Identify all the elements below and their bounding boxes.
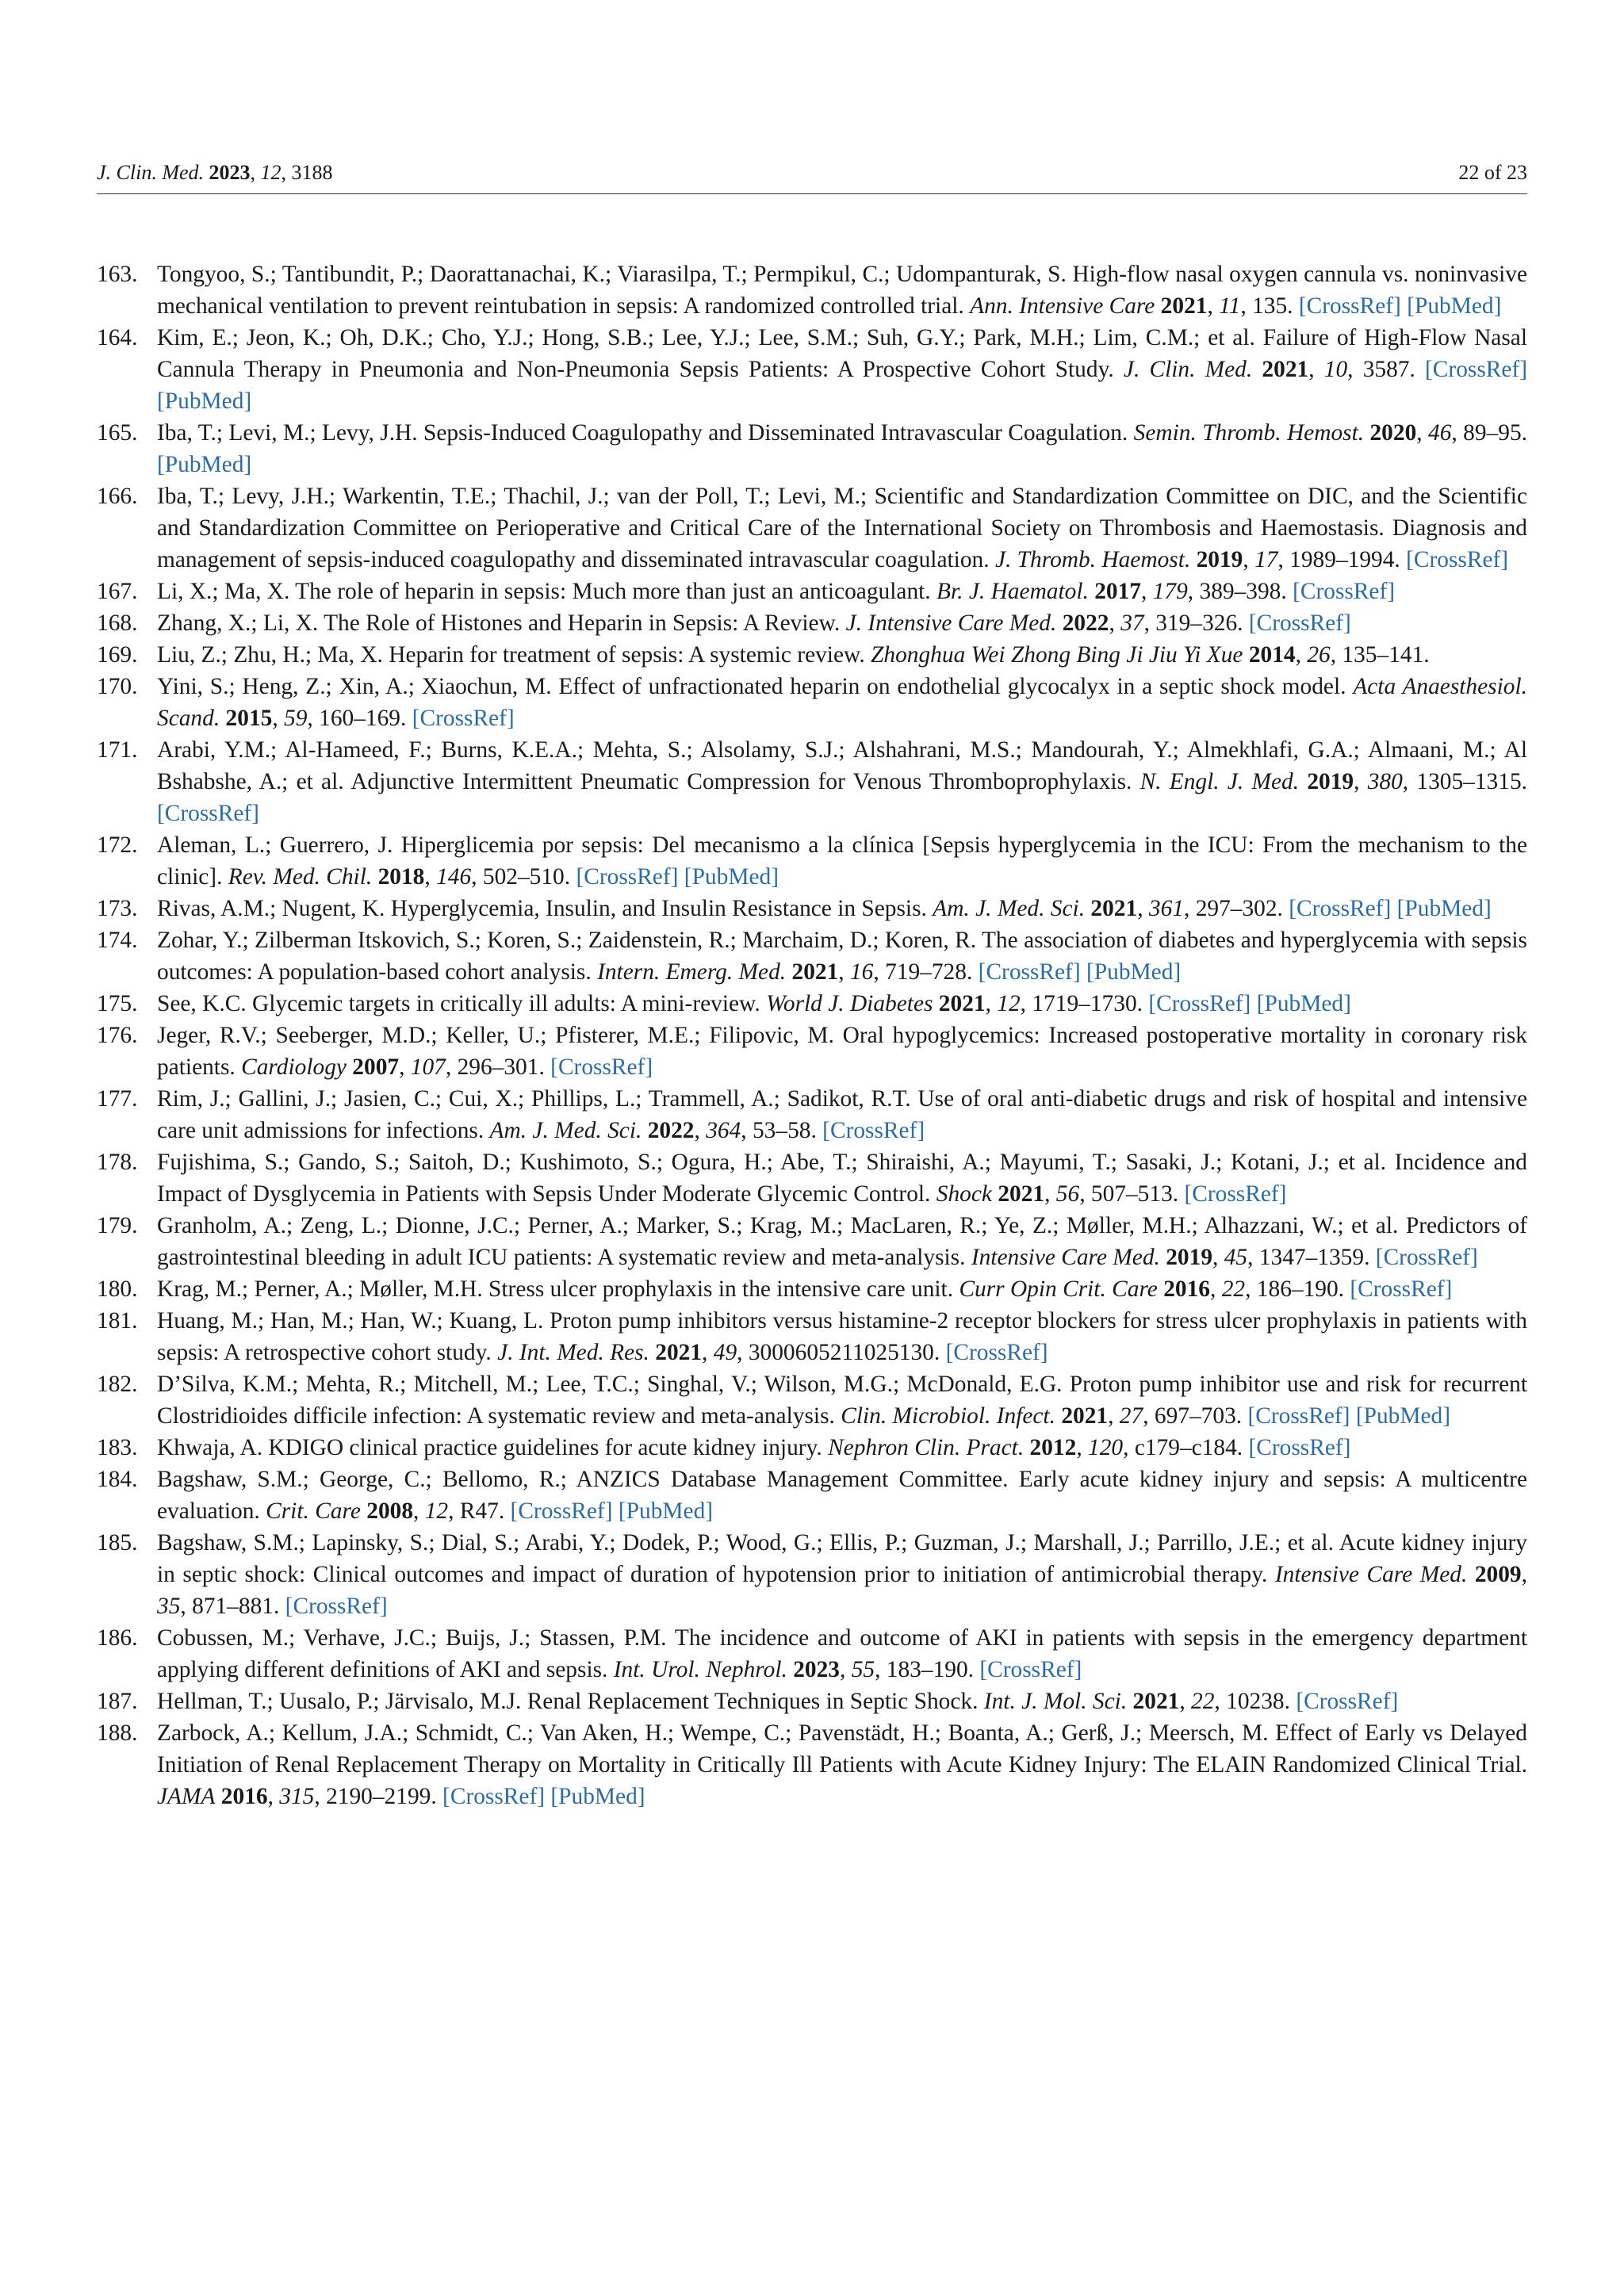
- reference-number: 186.: [97, 1625, 138, 1651]
- reference-year: 2019: [1166, 1245, 1213, 1270]
- reference-item: [97, 322, 1527, 417]
- reference-number: 182.: [97, 1372, 138, 1397]
- reference-text: Krag, M.; Perner, A.; Møller, M.H. Stress ulcer prophylaxis in the intensive care unit. Curr Opin Crit. Care 2016, 22, 186–190. [CrossRef]: [157, 1276, 1453, 1302]
- crossref-link[interactable]: [CrossRef]: [1289, 896, 1392, 921]
- reference-item: [97, 1527, 1527, 1622]
- reference-pages: 135–141.: [1342, 642, 1430, 668]
- reference-text: Bagshaw, S.M.; George, C.; Bellomo, R.; ANZICS Database Management Committee. Early acute kidney injury and sepsis: A multicentre evaluation. Crit. Care 2008, 12, R47. [CrossRef] [PubMed]: [157, 1467, 1527, 1524]
- reference-year: 2019: [1307, 769, 1354, 794]
- reference-authors-title: Arabi, Y.M.; Al-Hameed, F.; Burns, K.E.A.; Mehta, S.; Alsolamy, S.J.; Alshahrani, M.S.; Mandourah, Y.; Almekhlafi, G.A.; Almaani, M.; Al Bshabshe, A.; et al. Adjunctive Intermittent Pneumatic Compression for Venous Thromboprophylaxis.: [157, 737, 1527, 794]
- reference-number: 168.: [97, 610, 138, 636]
- reference-pages: 697–703.: [1154, 1403, 1243, 1429]
- crossref-link[interactable]: [CrossRef]: [550, 1054, 653, 1080]
- crossref-link[interactable]: [CrossRef]: [442, 1784, 546, 1809]
- reference-authors-title: Yini, S.; Heng, Z.; Xin, A.; Xiaochun, M. Effect of unfractionated heparin on endothelial glycocalyx in a septic shock model.: [157, 674, 1346, 699]
- reference-authors-title: Liu, Z.; Zhu, H.; Ma, X. Heparin for treatment of sepsis: A systemic review.: [157, 642, 865, 668]
- reference-journal: J. Clin. Med.: [1123, 357, 1253, 382]
- reference-journal: Intern. Emerg. Med.: [597, 959, 787, 985]
- reference-volume: 107: [410, 1054, 446, 1080]
- reference-item: [97, 829, 1527, 893]
- crossref-link[interactable]: [CrossRef]: [1293, 579, 1396, 604]
- reference-volume: 22: [1191, 1689, 1215, 1714]
- reference-list: [97, 258, 1527, 1812]
- reference-journal: Intensive Care Med.: [1274, 1562, 1468, 1587]
- reference-text: Zohar, Y.; Zilberman Itskovich, S.; Koren, S.; Zaidenstein, R.; Marchaim, D.; Koren, R. The association of diabetes and hyperglycemia with sepsis outcomes: A population-based cohort analysis. Intern. Emerg. Med. 2021, 16, 719–728. [CrossRef] [PubMed]: [157, 928, 1527, 985]
- reference-journal: Clin. Microbiol. Infect.: [841, 1403, 1055, 1429]
- reference-pages: R47.: [459, 1498, 505, 1524]
- reference-authors-title: Krag, M.; Perner, A.; Møller, M.H. Stress ulcer prophylaxis in the intensive care unit.: [157, 1276, 954, 1302]
- reference-number: 183.: [97, 1435, 138, 1460]
- reference-volume: 56: [1055, 1181, 1080, 1207]
- reference-year: 2023: [793, 1657, 840, 1682]
- header-volume: 12: [260, 161, 282, 184]
- reference-volume: 12: [997, 991, 1021, 1016]
- reference-year: 2014: [1248, 642, 1296, 668]
- crossref-link[interactable]: [CrossRef]: [1406, 547, 1509, 572]
- crossref-link[interactable]: [CrossRef]: [979, 1657, 1082, 1682]
- reference-text: Jeger, R.V.; Seeberger, M.D.; Keller, U.; Pfisterer, M.E.; Filipovic, M. Oral hypoglycemics: Increased postoperative mortality in coronary risk patients. Cardiology 2007, 107, 296–301. [CrossRef]: [157, 1023, 1527, 1080]
- reference-pages: 135.: [1252, 293, 1293, 319]
- reference-pages: 160–169.: [319, 706, 407, 731]
- reference-number: 178.: [97, 1150, 138, 1175]
- header-year: 2023: [209, 161, 251, 184]
- crossref-link[interactable]: [CrossRef]: [1425, 357, 1527, 382]
- reference-pages: 871–881.: [192, 1594, 280, 1619]
- reference-authors-title: Hellman, T.; Uusalo, P.; Järvisalo, M.J. Renal Replacement Techniques in Septic Shock.: [157, 1689, 979, 1714]
- crossref-link[interactable]: [CrossRef]: [1247, 1403, 1350, 1429]
- reference-text: Khwaja, A. KDIGO clinical practice guidelines for acute kidney injury. Nephron Clin. Pract. 2012, 120, c179–c184. [CrossRef]: [157, 1435, 1351, 1460]
- reference-text: Yini, S.; Heng, Z.; Xin, A.; Xiaochun, M. Effect of unfractionated heparin on endothelial glycocalyx in a septic shock model. Acta Anaesthesiol. Scand. 2015, 59, 160–169. [CrossRef]: [157, 674, 1527, 731]
- reference-pages: 719–728.: [885, 959, 973, 985]
- reference-text: Zhang, X.; Li, X. The Role of Histones and Heparin in Sepsis: A Review. J. Intensive Care Med. 2022, 37, 319–326. [CrossRef]: [157, 610, 1351, 636]
- reference-year: 2021: [1262, 357, 1309, 382]
- crossref-link[interactable]: [CrossRef]: [822, 1118, 925, 1143]
- reference-pages: 507–513.: [1090, 1181, 1179, 1207]
- reference-volume: 315: [279, 1784, 315, 1809]
- pubmed-link[interactable]: [PubMed]: [684, 864, 779, 890]
- reference-authors-title: D’Silva, K.M.; Mehta, R.; Mitchell, M.; Lee, T.C.; Singhal, V.; Wilson, M.G.; McDonald, E.G. Proton pump inhibitor use and risk for recurrent Clostridioides difficile infection: A systematic review and meta-analysis.: [157, 1372, 1527, 1429]
- pubmed-link[interactable]: [PubMed]: [157, 452, 252, 477]
- reference-year: 2012: [1029, 1435, 1077, 1460]
- reference-pages: 1347–1359.: [1258, 1245, 1370, 1270]
- reference-journal: Rev. Med. Chil.: [228, 864, 373, 890]
- reference-authors-title: Aleman, L.; Guerrero, J. Hiperglicemia por sepsis: Del mecanismo a la clínica [Sepsis hyperglycemia in the ICU: From the mechanism to the clinic].: [157, 832, 1527, 890]
- reference-journal: World J. Diabetes: [766, 991, 933, 1016]
- reference-item: [97, 1368, 1527, 1432]
- reference-year: 2019: [1196, 547, 1243, 572]
- reference-authors-title: See, K.C. Glycemic targets in critically ill adults: A mini-review.: [157, 991, 760, 1016]
- reference-journal: Nephron Clin. Pract.: [828, 1435, 1025, 1460]
- reference-text: Cobussen, M.; Verhave, J.C.; Buijs, J.; Stassen, P.M. The incidence and outcome of AKI in patients with sepsis in the emergency department applying different definitions of AKI and sepsis. Int. Urol. Nephrol. 2023, 55, 183–190. [CrossRef]: [157, 1625, 1527, 1682]
- reference-item: [97, 607, 1527, 639]
- reference-item: [97, 480, 1527, 576]
- reference-journal: Shock: [936, 1181, 992, 1207]
- reference-volume: 35: [157, 1594, 181, 1619]
- reference-item: [97, 1464, 1527, 1527]
- reference-year: 2021: [1090, 896, 1138, 921]
- reference-volume: 364: [706, 1118, 741, 1143]
- reference-journal: J. Int. Med. Res.: [497, 1340, 649, 1365]
- reference-year: 2021: [998, 1181, 1045, 1207]
- reference-number: 187.: [97, 1689, 138, 1714]
- header-rule: [97, 193, 1527, 194]
- reference-number: 176.: [97, 1023, 138, 1048]
- reference-number: 172.: [97, 832, 138, 858]
- crossref-link[interactable]: [CrossRef]: [1298, 293, 1401, 319]
- reference-item: [97, 1622, 1527, 1686]
- reference-pages: 3587.: [1362, 357, 1415, 382]
- reference-journal: N. Engl. J. Med.: [1139, 769, 1300, 794]
- reference-journal: Cardiology: [241, 1054, 347, 1080]
- reference-authors-title: Zarbock, A.; Kellum, J.A.; Schmidt, C.; Van Aken, H.; Wempe, C.; Pavenstädt, H.; Boanta, A.; Gerß, J.; Meersch, M. Effect of Early vs Delayed Initiation of Renal Replacement Therapy on Mortality in Critically Ill Patients with Acute Kidney Injury: The ELAIN Randomized Clinical Trial.: [157, 1720, 1527, 1777]
- pubmed-link[interactable]: [PubMed]: [1086, 959, 1182, 985]
- reference-volume: 12: [424, 1498, 449, 1524]
- crossref-link[interactable]: [CrossRef]: [1248, 1435, 1351, 1460]
- reference-volume: 27: [1119, 1403, 1143, 1429]
- reference-text: Liu, Z.; Zhu, H.; Ma, X. Heparin for treatment of sepsis: A systemic review. Zhonghua Wei Zhong Bing Ji Jiu Yi Xue 2014, 26, 135–141.: [157, 642, 1430, 668]
- crossref-link[interactable]: [CrossRef]: [1296, 1689, 1399, 1714]
- reference-authors-title: Rim, J.; Gallini, J.; Jasien, C.; Cui, X.; Phillips, L.; Trammell, A.; Sadikot, R.T. Use of oral anti-diabetic drugs and risk of hospital and intensive care unit admissions for infections.: [157, 1086, 1527, 1143]
- page-number: 22 of 23: [1458, 161, 1527, 184]
- reference-authors-title: Jeger, R.V.; Seeberger, M.D.; Keller, U.; Pfisterer, M.E.; Filipovic, M. Oral hypoglycemics: Increased postoperative mortality in coronary risk patients.: [157, 1023, 1527, 1080]
- reference-number: 181.: [97, 1308, 138, 1334]
- reference-journal: Intensive Care Med.: [971, 1245, 1160, 1270]
- reference-item: [97, 924, 1527, 988]
- reference-text: Iba, T.; Levy, J.H.; Warkentin, T.E.; Thachil, J.; van der Poll, T.; Levi, M.; Scientific and Standardization Committee on DIC, and the Scientific and Standardization Committee on Perioperative and Critical Care of the International Society on Thrombosis and Haemostasis. Diagnosis and management of sepsis-induced coagulopathy and disseminated intravascular coagulation. J. Thromb. Haemost. 2019, 17, 1989–1994. [CrossRef]: [157, 484, 1527, 572]
- running-header: [97, 155, 1527, 190]
- reference-item: [97, 1020, 1527, 1083]
- reference-authors-title: Fujishima, S.; Gando, S.; Saitoh, D.; Kushimoto, S.; Ogura, H.; Abe, T.; Shiraishi, A.; Mayumi, T.; Sasaki, J.; Kotani, J.; et al. Incidence and Impact of Dysglycemia in Patients with Sepsis Under Moderate Glycemic Control.: [157, 1150, 1527, 1207]
- reference-volume: 45: [1224, 1245, 1248, 1270]
- reference-item: [97, 1686, 1527, 1717]
- reference-journal: Am. J. Med. Sci.: [933, 896, 1086, 921]
- pubmed-link[interactable]: [PubMed]: [550, 1784, 645, 1809]
- reference-pages: c179–c184.: [1134, 1435, 1243, 1460]
- reference-pages: 1305–1315.: [1416, 769, 1527, 794]
- reference-authors-title: Kim, E.; Jeon, K.; Oh, D.K.; Cho, Y.J.; Hong, S.B.; Lee, Y.J.; Lee, S.M.; Suh, G.Y.; Park, M.H.; Lim, C.M.; et al. Failure of High-Flow Nasal Cannula Therapy in Pneumonia and Non-Pneumonia Sepsis Patients: A Prospective Cohort Study.: [157, 325, 1527, 382]
- reference-authors-title: Zhang, X.; Li, X. The Role of Histones and Heparin in Sepsis: A Review.: [157, 610, 841, 636]
- reference-volume: 146: [436, 864, 472, 890]
- reference-pages: 1989–1994.: [1289, 547, 1400, 572]
- reference-year: 2016: [1163, 1276, 1210, 1302]
- reference-journal: Semin. Thromb. Hemost.: [1133, 420, 1365, 446]
- reference-authors-title: Khwaja, A. KDIGO clinical practice guidelines for acute kidney injury.: [157, 1435, 822, 1460]
- reference-journal: Curr Opin Crit. Care: [959, 1276, 1158, 1302]
- reference-text: Arabi, Y.M.; Al-Hameed, F.; Burns, K.E.A.; Mehta, S.; Alsolamy, S.J.; Alshahrani, M.S.; Mandourah, Y.; Almekhlafi, G.A.; Almaani, M.; Al Bshabshe, A.; et al. Adjunctive Intermittent Pneumatic Compression for Venous Thromboprophylaxis. N. Engl. J. Med. 2019, 380, 1305–1315. [CrossRef]: [157, 737, 1527, 826]
- reference-year: 2015: [225, 706, 273, 731]
- crossref-link[interactable]: [CrossRef]: [945, 1340, 1048, 1365]
- reference-authors-title: Tongyoo, S.; Tantibundit, P.; Daorattanachai, K.; Viarasilpa, T.; Permpikul, C.; Udompanturak, S. High-flow nasal oxygen cannula vs. noninvasive mechanical ventilation to prevent reintubation in sepsis: A randomized controlled trial.: [157, 262, 1527, 319]
- header-article: 3188: [291, 161, 333, 184]
- reference-number: 165.: [97, 420, 138, 446]
- reference-text: Fujishima, S.; Gando, S.; Saitoh, D.; Kushimoto, S.; Ogura, H.; Abe, T.; Shiraishi, A.; Mayumi, T.; Sasaki, J.; Kotani, J.; et al. Incidence and Impact of Dysglycemia in Patients with Sepsis Under Moderate Glycemic Control. Shock 2021, 56, 507–513. [CrossRef]: [157, 1150, 1527, 1207]
- reference-number: 180.: [97, 1276, 138, 1302]
- reference-number: 166.: [97, 484, 138, 509]
- reference-text: Kim, E.; Jeon, K.; Oh, D.K.; Cho, Y.J.; Hong, S.B.; Lee, Y.J.; Lee, S.M.; Suh, G.Y.; Park, M.H.; Lim, C.M.; et al. Failure of High-Flow Nasal Cannula Therapy in Pneumonia and Non-Pneumonia Sepsis Patients: A Prospective Cohort Study. J. Clin. Med. 2021, 10, 3587. [CrossRef] [PubMed]: [157, 325, 1527, 414]
- reference-item: [97, 1432, 1527, 1464]
- crossref-link[interactable]: [CrossRef]: [576, 864, 679, 890]
- reference-number: 171.: [97, 737, 138, 763]
- reference-pages: 183–190.: [886, 1657, 974, 1682]
- reference-number: 179.: [97, 1213, 138, 1238]
- reference-item: [97, 1146, 1527, 1210]
- reference-pages: 186–190.: [1256, 1276, 1345, 1302]
- reference-item: [97, 1210, 1527, 1273]
- reference-text: Bagshaw, S.M.; Lapinsky, S.; Dial, S.; Arabi, Y.; Dodek, P.; Wood, G.; Ellis, P.; Guzman, J.; Marshall, J.; Parrillo, J.E.; et al. Acute kidney injury in septic shock: Clinical outcomes and impact of duration of hypotension prior to initiation of antimicrobial therapy. Intensive Care Med. 2009, 35, 871–881. [CrossRef]: [157, 1530, 1527, 1619]
- reference-text: Hellman, T.; Uusalo, P.; Järvisalo, M.J. Renal Replacement Techniques in Septic Shock. Int. J. Mol. Sci. 2021, 22, 10238. [CrossRef]: [157, 1689, 1399, 1714]
- reference-number: 169.: [97, 642, 138, 668]
- reference-journal: Crit. Care: [266, 1498, 361, 1524]
- reference-number: 185.: [97, 1530, 138, 1556]
- reference-year: 2007: [352, 1054, 400, 1080]
- reference-pages: 1719–1730.: [1032, 991, 1143, 1016]
- reference-year: 2009: [1474, 1562, 1522, 1587]
- reference-journal: J. Thromb. Haemost.: [994, 547, 1191, 572]
- reference-volume: 37: [1120, 610, 1144, 636]
- reference-journal: Int. J. Mol. Sci.: [983, 1689, 1128, 1714]
- reference-pages: 3000605211025130.: [748, 1340, 940, 1365]
- reference-pages: 89–95.: [1463, 420, 1527, 446]
- crossref-link[interactable]: [CrossRef]: [412, 706, 515, 731]
- reference-number: 174.: [97, 928, 138, 953]
- pubmed-link[interactable]: [PubMed]: [618, 1498, 714, 1524]
- reference-year: 2021: [1132, 1689, 1180, 1714]
- reference-journal: J. Intensive Care Med.: [845, 610, 1057, 636]
- crossref-link[interactable]: [CrossRef]: [978, 959, 1081, 985]
- reference-journal: Int. Urol. Nephrol.: [613, 1657, 787, 1682]
- reference-pages: 53–58.: [752, 1118, 817, 1143]
- reference-volume: 179: [1152, 579, 1188, 604]
- reference-text: Li, X.; Ma, X. The role of heparin in sepsis: Much more than just an anticoagulant. Br. J. Haematol. 2017, 179, 389–398. [CrossRef]: [157, 579, 1396, 604]
- reference-text: See, K.C. Glycemic targets in critically ill adults: A mini-review. World J. Diabetes 2021, 12, 1719–1730. [CrossRef] [PubMed]: [157, 991, 1351, 1016]
- reference-number: 177.: [97, 1086, 138, 1112]
- reference-volume: 10: [1323, 357, 1348, 382]
- crossref-link[interactable]: [CrossRef]: [157, 801, 259, 826]
- reference-pages: 389–398.: [1199, 579, 1287, 604]
- crossref-link[interactable]: [CrossRef]: [285, 1594, 388, 1619]
- reference-volume: 55: [851, 1657, 875, 1682]
- reference-item: [97, 893, 1527, 924]
- reference-item: [97, 1273, 1527, 1305]
- crossref-link[interactable]: [CrossRef]: [1350, 1276, 1453, 1302]
- reference-item: [97, 988, 1527, 1020]
- reference-year: 2020: [1369, 420, 1417, 446]
- reference-number: 163.: [97, 262, 138, 287]
- reference-journal: JAMA: [157, 1784, 216, 1809]
- reference-item: [97, 1083, 1527, 1146]
- reference-year: 2021: [1061, 1403, 1109, 1429]
- reference-number: 184.: [97, 1467, 138, 1492]
- reference-pages: 297–302.: [1195, 896, 1283, 921]
- pubmed-link[interactable]: [PubMed]: [1407, 293, 1502, 319]
- crossref-link[interactable]: [CrossRef]: [1375, 1245, 1478, 1270]
- reference-pages: 10238.: [1226, 1689, 1290, 1714]
- reference-pages: 319–326.: [1155, 610, 1243, 636]
- reference-number: 188.: [97, 1720, 138, 1746]
- reference-journal: Am. J. Med. Sci.: [489, 1118, 642, 1143]
- reference-year: 2022: [647, 1118, 695, 1143]
- reference-authors-title: Rivas, A.M.; Nugent, K. Hyperglycemia, Insulin, and Insulin Resistance in Sepsis.: [157, 896, 927, 921]
- pubmed-link[interactable]: [PubMed]: [1256, 991, 1351, 1016]
- reference-number: 164.: [97, 325, 138, 350]
- reference-text: D’Silva, K.M.; Mehta, R.; Mitchell, M.; Lee, T.C.; Singhal, V.; Wilson, M.G.; McDonald, E.G. Proton pump inhibitor use and risk for recurrent Clostridioides difficile infection: A systematic review and meta-analysis. Clin. Microbiol. Infect. 2021, 27, 697–703. [CrossRef] [PubMed]: [157, 1372, 1527, 1429]
- pubmed-link[interactable]: [PubMed]: [1396, 896, 1492, 921]
- pubmed-link[interactable]: [PubMed]: [1355, 1403, 1450, 1429]
- pubmed-link[interactable]: [PubMed]: [157, 388, 252, 414]
- reference-authors-title: Li, X.; Ma, X. The role of heparin in sepsis: Much more than just an anticoagulant.: [157, 579, 931, 604]
- reference-pages: 502–510.: [482, 864, 571, 890]
- reference-volume: 26: [1307, 642, 1331, 668]
- reference-volume: 11: [1219, 293, 1241, 319]
- header-journal: J. Clin. Med.: [97, 161, 205, 184]
- reference-item: [97, 734, 1527, 829]
- reference-item: [97, 1305, 1527, 1368]
- reference-year: 2008: [366, 1498, 414, 1524]
- reference-year: 2018: [377, 864, 425, 890]
- reference-pages: 2190–2199.: [326, 1784, 437, 1809]
- reference-year: 2021: [791, 959, 839, 985]
- reference-item: [97, 576, 1527, 607]
- reference-year: 2016: [220, 1784, 268, 1809]
- reference-authors-title: Granholm, A.; Zeng, L.; Dionne, J.C.; Perner, A.; Marker, S.; Krag, M.; MacLaren, R.; Ye, Z.; Møller, M.H.; Alhazzani, W.; et al. Predictors of gastrointestinal bleeding in adult ICU patients: A systematic review and meta-analysis.: [157, 1213, 1527, 1270]
- reference-journal: Br. J. Haematol.: [936, 579, 1089, 604]
- crossref-link[interactable]: [CrossRef]: [1148, 991, 1251, 1016]
- crossref-link[interactable]: [CrossRef]: [1184, 1181, 1287, 1207]
- reference-journal: Zhonghua Wei Zhong Bing Ji Jiu Yi Xue: [871, 642, 1243, 668]
- reference-text: Zarbock, A.; Kellum, J.A.; Schmidt, C.; Van Aken, H.; Wempe, C.; Pavenstädt, H.; Boanta, A.; Gerß, J.; Meersch, M. Effect of Early vs Delayed Initiation of Renal Replacement Therapy on Mortality in Critically Ill Patients with Acute Kidney Injury: The ELAIN Randomized Clinical Trial. JAMA 2016, 315, 2190–2199. [CrossRef] [PubMed]: [157, 1720, 1527, 1809]
- reference-item: [97, 671, 1527, 734]
- reference-volume: 16: [849, 959, 874, 985]
- reference-number: 167.: [97, 579, 138, 604]
- reference-year: 2022: [1062, 610, 1109, 636]
- reference-text: Tongyoo, S.; Tantibundit, P.; Daorattanachai, K.; Viarasilpa, T.; Permpikul, C.; Udompanturak, S. High-flow nasal oxygen cannula vs. noninvasive mechanical ventilation to prevent reintubation in sepsis: A randomized controlled trial. Ann. Intensive Care 2021, 11, 135. [CrossRef] [PubMed]: [157, 262, 1527, 319]
- reference-item: [97, 258, 1527, 322]
- reference-text: Aleman, L.; Guerrero, J. Hiperglicemia por sepsis: Del mecanismo a la clínica [Sepsis hyperglycemia in the ICU: From the mechanism to the clinic]. Rev. Med. Chil. 2018, 146, 502–510. [CrossRef] [PubMed]: [157, 832, 1527, 890]
- reference-authors-title: Iba, T.; Levy, J.H.; Warkentin, T.E.; Thachil, J.; van der Poll, T.; Levi, M.; Scientific and Standardization Committee on DIC, and the Scientific and Standardization Committee on Perioperative and Critical Care of the International Society on Thrombosis and Haemostasis. Diagnosis and management of sepsis-induced coagulopathy and disseminated intravascular coagulation.: [157, 484, 1527, 572]
- reference-text: Rivas, A.M.; Nugent, K. Hyperglycemia, Insulin, and Insulin Resistance in Sepsis. Am. J. Med. Sci. 2021, 361, 297–302. [CrossRef] [PubMed]: [157, 896, 1492, 921]
- reference-authors-title: Zohar, Y.; Zilberman Itskovich, S.; Koren, S.; Zaidenstein, R.; Marchaim, D.; Koren, R. The association of diabetes and hyperglycemia with sepsis outcomes: A population-based cohort analysis.: [157, 928, 1527, 985]
- reference-volume: 22: [1221, 1276, 1246, 1302]
- reference-pages: 296–301.: [457, 1054, 545, 1080]
- reference-text: Rim, J.; Gallini, J.; Jasien, C.; Cui, X.; Phillips, L.; Trammell, A.; Sadikot, R.T. Use of oral anti-diabetic drugs and risk of hospital and intensive care unit admissions for infections. Am. J. Med. Sci. 2022, 364, 53–58. [CrossRef]: [157, 1086, 1527, 1143]
- reference-journal: Acta Anaesthesiol. Scand.: [157, 674, 1527, 731]
- header-citation: J. Clin. Med. 2023, 12, 3188: [97, 161, 333, 184]
- reference-year: 2021: [1160, 293, 1208, 319]
- reference-authors-title: Bagshaw, S.M.; Lapinsky, S.; Dial, S.; Arabi, Y.; Dodek, P.; Wood, G.; Ellis, P.; Guzman, J.; Marshall, J.; Parrillo, J.E.; et al. Acute kidney injury in septic shock: Clinical outcomes and impact of duration of hypotension prior to initiation of antimicrobial therapy.: [157, 1530, 1527, 1587]
- reference-volume: 380: [1367, 769, 1403, 794]
- reference-volume: 17: [1254, 547, 1278, 572]
- reference-volume: 361: [1148, 896, 1184, 921]
- reference-journal: Ann. Intensive Care: [970, 293, 1155, 319]
- reference-year: 2021: [938, 991, 986, 1016]
- reference-authors-title: Cobussen, M.; Verhave, J.C.; Buijs, J.; Stassen, P.M. The incidence and outcome of AKI in patients with sepsis in the emergency department applying different definitions of AKI and sepsis.: [157, 1625, 1527, 1682]
- reference-text: Huang, M.; Han, M.; Han, W.; Kuang, L. Proton pump inhibitors versus histamine-2 receptor blockers for stress ulcer prophylaxis in patients with sepsis: A retrospective cohort study. J. Int. Med. Res. 2021, 49, 3000605211025130. [CrossRef]: [157, 1308, 1527, 1365]
- reference-volume: 120: [1088, 1435, 1124, 1460]
- reference-volume: 46: [1428, 420, 1452, 446]
- reference-text: Iba, T.; Levi, M.; Levy, J.H. Sepsis-Induced Coagulopathy and Disseminated Intravascular Coagulation. Semin. Thromb. Hemost. 2020, 46, 89–95. [PubMed]: [157, 420, 1527, 477]
- reference-number: 170.: [97, 674, 138, 699]
- crossref-link[interactable]: [CrossRef]: [510, 1498, 613, 1524]
- reference-number: 173.: [97, 896, 138, 921]
- reference-text: Granholm, A.; Zeng, L.; Dionne, J.C.; Perner, A.; Marker, S.; Krag, M.; MacLaren, R.; Ye, Z.; Møller, M.H.; Alhazzani, W.; et al. Predictors of gastrointestinal bleeding in adult ICU patients: A systematic review and meta-analysis. Intensive Care Med. 2019, 45, 1347–1359. [CrossRef]: [157, 1213, 1527, 1270]
- reference-volume: 59: [284, 706, 308, 731]
- reference-item: [97, 1717, 1527, 1812]
- reference-year: 2021: [655, 1340, 703, 1365]
- reference-authors-title: Huang, M.; Han, M.; Han, W.; Kuang, L. Proton pump inhibitors versus histamine-2 receptor blockers for stress ulcer prophylaxis in patients with sepsis: A retrospective cohort study.: [157, 1308, 1527, 1365]
- reference-authors-title: Bagshaw, S.M.; George, C.; Bellomo, R.; ANZICS Database Management Committee. Early acute kidney injury and sepsis: A multicentre evaluation.: [157, 1467, 1527, 1524]
- reference-item: [97, 639, 1527, 671]
- reference-authors-title: Iba, T.; Levi, M.; Levy, J.H. Sepsis-Induced Coagulopathy and Disseminated Intravascular Coagulation.: [157, 420, 1128, 446]
- reference-year: 2017: [1094, 579, 1141, 604]
- reference-number: 175.: [97, 991, 138, 1016]
- crossref-link[interactable]: [CrossRef]: [1248, 610, 1351, 636]
- reference-item: [97, 417, 1527, 480]
- reference-volume: 49: [713, 1340, 737, 1365]
